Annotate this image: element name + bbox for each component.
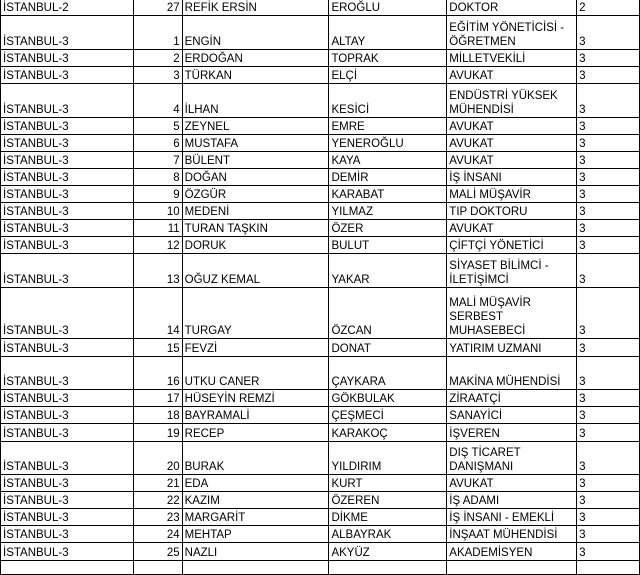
district-cell: İSTANBUL-3 bbox=[1, 525, 134, 542]
district-cell: İSTANBUL-3 bbox=[1, 474, 134, 491]
table-row bbox=[1, 525, 640, 542]
district-cell: İSTANBUL-3 bbox=[1, 117, 134, 134]
candidate-number-cell bbox=[133, 560, 182, 574]
district-no-cell: 3 bbox=[577, 406, 640, 423]
first-name-cell: MEHTAP bbox=[182, 525, 329, 542]
profession-cell: İŞVEREN bbox=[447, 423, 577, 441]
first-name-cell: İLHAN bbox=[182, 83, 329, 117]
profession-cell: DOKTOR bbox=[447, 0, 577, 15]
profession-cell: MİLLETVEKİLİ bbox=[447, 49, 577, 66]
candidate-number-cell: 8 bbox=[133, 168, 182, 185]
candidate-number-cell: 5 bbox=[133, 117, 182, 134]
district-cell: İSTANBUL-3 bbox=[1, 185, 134, 202]
table-row bbox=[1, 168, 640, 185]
candidate-number-cell: 6 bbox=[133, 134, 182, 151]
last-name-cell: YILDIRIM bbox=[329, 441, 447, 474]
profession-cell: AVUKAT bbox=[447, 219, 577, 236]
profession-cell: TIP DOKTORU bbox=[447, 202, 577, 219]
district-no-cell: 3 bbox=[577, 151, 640, 168]
last-name-cell: ELÇİ bbox=[329, 66, 447, 83]
candidate-number-cell: 22 bbox=[133, 491, 182, 508]
district-cell: İSTANBUL-3 bbox=[1, 406, 134, 423]
district-cell: İSTANBUL-2 bbox=[1, 0, 134, 15]
table-row bbox=[1, 49, 640, 66]
last-name-cell: TOPRAK bbox=[329, 49, 447, 66]
district-cell: İSTANBUL-3 bbox=[1, 15, 134, 49]
table-row bbox=[1, 219, 640, 236]
district-cell: İSTANBUL-3 bbox=[1, 253, 134, 287]
district-no-cell: 3 bbox=[577, 202, 640, 219]
last-name-cell: YILMAZ bbox=[329, 202, 447, 219]
district-no-cell: 2 bbox=[577, 0, 640, 15]
district-no-cell: 3 bbox=[577, 389, 640, 406]
candidate-number-cell: 21 bbox=[133, 474, 182, 491]
profession-cell: İŞ İNSANI - EMEKLİ bbox=[447, 508, 577, 525]
last-name-cell: ÇAYKARA bbox=[329, 356, 447, 389]
first-name-cell: ENGİN bbox=[182, 15, 329, 49]
district-cell: İSTANBUL-3 bbox=[1, 287, 134, 338]
last-name-cell: DİKME bbox=[329, 508, 447, 525]
district-cell: İSTANBUL-3 bbox=[1, 491, 134, 508]
first-name-cell: BURAK bbox=[182, 441, 329, 474]
table-row bbox=[1, 338, 640, 356]
profession-cell: EĞİTİM YÖNETİCİSİ - ÖĞRETMEN bbox=[447, 15, 577, 49]
district-no-cell: 3 bbox=[577, 525, 640, 542]
last-name-cell: DONAT bbox=[329, 338, 447, 356]
last-name-cell: BULUT bbox=[329, 236, 447, 253]
table-row bbox=[1, 542, 640, 560]
district-cell: İSTANBUL-3 bbox=[1, 542, 134, 560]
last-name-cell: DEMİR bbox=[329, 168, 447, 185]
profession-cell: AKADEMİSYEN bbox=[447, 542, 577, 560]
profession-cell: SANAYİCİ bbox=[447, 406, 577, 423]
district-no-cell: 3 bbox=[577, 253, 640, 287]
district-cell: İSTANBUL-3 bbox=[1, 168, 134, 185]
profession-cell: MALİ MÜŞAVİR SERBEST MUHASEBECİ bbox=[447, 287, 577, 338]
profession-cell: YATIRIM UZMANI bbox=[447, 338, 577, 356]
district-no-cell: 3 bbox=[577, 83, 640, 117]
district-cell: İSTANBUL-3 bbox=[1, 441, 134, 474]
last-name-cell: EMRE bbox=[329, 117, 447, 134]
table-row bbox=[1, 151, 640, 168]
table-row bbox=[1, 491, 640, 508]
profession-cell: ÇİFTÇİ YÖNETİCİ bbox=[447, 236, 577, 253]
table-row bbox=[1, 508, 640, 525]
first-name-cell: RECEP bbox=[182, 423, 329, 441]
table-row bbox=[1, 66, 640, 83]
table-row bbox=[1, 202, 640, 219]
first-name-cell: OĞUZ KEMAL bbox=[182, 253, 329, 287]
district-cell bbox=[1, 560, 134, 574]
candidate-number-cell: 19 bbox=[133, 423, 182, 441]
candidate-number-cell: 23 bbox=[133, 508, 182, 525]
last-name-cell: ÖZCAN bbox=[329, 287, 447, 338]
district-cell: İSTANBUL-3 bbox=[1, 508, 134, 525]
candidate-number-cell: 14 bbox=[133, 287, 182, 338]
table-row bbox=[1, 560, 640, 574]
first-name-cell: TURGAY bbox=[182, 287, 329, 338]
table-row bbox=[1, 474, 640, 491]
first-name-cell: BÜLENT bbox=[182, 151, 329, 168]
candidate-number-cell: 9 bbox=[133, 185, 182, 202]
last-name-cell: GÖKBULAK bbox=[329, 389, 447, 406]
first-name-cell: ERDOĞAN bbox=[182, 49, 329, 66]
profession-cell: AVUKAT bbox=[447, 117, 577, 134]
profession-cell: AVUKAT bbox=[447, 134, 577, 151]
last-name-cell: ÖZER bbox=[329, 219, 447, 236]
district-cell: İSTANBUL-3 bbox=[1, 134, 134, 151]
last-name-cell: KARAKOÇ bbox=[329, 423, 447, 441]
last-name-cell: ALTAY bbox=[329, 15, 447, 49]
district-cell: İSTANBUL-3 bbox=[1, 389, 134, 406]
first-name-cell: FEVZİ bbox=[182, 338, 329, 356]
last-name-cell: KESİCİ bbox=[329, 83, 447, 117]
candidate-number-cell: 3 bbox=[133, 66, 182, 83]
profession-cell: DIŞ TİCARET DANIŞMANI bbox=[447, 441, 577, 474]
district-no-cell: 3 bbox=[577, 474, 640, 491]
district-no-cell: 3 bbox=[577, 15, 640, 49]
candidate-number-cell: 17 bbox=[133, 389, 182, 406]
table-row bbox=[1, 236, 640, 253]
candidate-number-cell: 11 bbox=[133, 219, 182, 236]
candidate-number-cell: 1 bbox=[133, 15, 182, 49]
candidate-number-cell: 15 bbox=[133, 338, 182, 356]
district-no-cell bbox=[577, 560, 640, 574]
district-no-cell: 3 bbox=[577, 168, 640, 185]
table-row bbox=[1, 406, 640, 423]
first-name-cell: HÜSEYİN REMZİ bbox=[182, 389, 329, 406]
first-name-cell: NAZLI bbox=[182, 542, 329, 560]
candidate-number-cell: 18 bbox=[133, 406, 182, 423]
district-cell: İSTANBUL-3 bbox=[1, 202, 134, 219]
district-cell: İSTANBUL-3 bbox=[1, 66, 134, 83]
candidate-number-cell: 25 bbox=[133, 542, 182, 560]
candidate-number-cell: 20 bbox=[133, 441, 182, 474]
profession-cell: İŞ ADAMI bbox=[447, 491, 577, 508]
table-row bbox=[1, 389, 640, 406]
profession-cell: İNŞAAT MÜHENDİSİ bbox=[447, 525, 577, 542]
candidate-number-cell: 7 bbox=[133, 151, 182, 168]
district-cell: İSTANBUL-3 bbox=[1, 236, 134, 253]
table-row bbox=[1, 83, 640, 117]
candidate-number-cell: 24 bbox=[133, 525, 182, 542]
table-body bbox=[1, 0, 640, 574]
table-row bbox=[1, 117, 640, 134]
table-row bbox=[1, 0, 640, 15]
first-name-cell: EDA bbox=[182, 474, 329, 491]
candidate-number-cell: 16 bbox=[133, 356, 182, 389]
first-name-cell: MEDENİ bbox=[182, 202, 329, 219]
last-name-cell bbox=[329, 560, 447, 574]
last-name-cell: AKYÜZ bbox=[329, 542, 447, 560]
profession-cell: İŞ İNSANI bbox=[447, 168, 577, 185]
first-name-cell: REFİK ERSİN bbox=[182, 0, 329, 15]
table-row bbox=[1, 15, 640, 49]
profession-cell: ZİRAATÇİ bbox=[447, 389, 577, 406]
first-name-cell: TÜRKAN bbox=[182, 66, 329, 83]
last-name-cell: ÖZEREN bbox=[329, 491, 447, 508]
first-name-cell: DOĞAN bbox=[182, 168, 329, 185]
candidate-number-cell: 4 bbox=[133, 83, 182, 117]
last-name-cell: KARABAT bbox=[329, 185, 447, 202]
last-name-cell: YENEROĞLU bbox=[329, 134, 447, 151]
candidate-number-cell: 12 bbox=[133, 236, 182, 253]
district-cell: İSTANBUL-3 bbox=[1, 338, 134, 356]
last-name-cell: KURT bbox=[329, 474, 447, 491]
profession-cell bbox=[447, 560, 577, 574]
district-no-cell: 3 bbox=[577, 219, 640, 236]
table-row bbox=[1, 356, 640, 389]
district-no-cell: 3 bbox=[577, 542, 640, 560]
district-no-cell: 3 bbox=[577, 66, 640, 83]
table-row bbox=[1, 441, 640, 474]
last-name-cell: KAYA bbox=[329, 151, 447, 168]
last-name-cell: EROĞLU bbox=[329, 0, 447, 15]
district-cell: İSTANBUL-3 bbox=[1, 151, 134, 168]
district-no-cell: 3 bbox=[577, 356, 640, 389]
district-no-cell: 3 bbox=[577, 338, 640, 356]
first-name-cell: MARGARİT bbox=[182, 508, 329, 525]
table-row bbox=[1, 423, 640, 441]
first-name-cell bbox=[182, 560, 329, 574]
district-no-cell: 3 bbox=[577, 491, 640, 508]
profession-cell: ENDÜSTRİ YÜKSEK MÜHENDİSİ bbox=[447, 83, 577, 117]
table-row bbox=[1, 253, 640, 287]
district-cell: İSTANBUL-3 bbox=[1, 423, 134, 441]
first-name-cell: BAYRAMALİ bbox=[182, 406, 329, 423]
district-no-cell: 3 bbox=[577, 287, 640, 338]
district-no-cell: 3 bbox=[577, 185, 640, 202]
district-no-cell: 3 bbox=[577, 508, 640, 525]
last-name-cell: ÇEŞMECİ bbox=[329, 406, 447, 423]
first-name-cell: TURAN TAŞKIN bbox=[182, 219, 329, 236]
last-name-cell: YAKAR bbox=[329, 253, 447, 287]
candidate-number-cell: 2 bbox=[133, 49, 182, 66]
first-name-cell: DORUK bbox=[182, 236, 329, 253]
first-name-cell: ZEYNEL bbox=[182, 117, 329, 134]
table-row bbox=[1, 287, 640, 338]
candidate-number-cell: 27 bbox=[133, 0, 182, 15]
table-row bbox=[1, 185, 640, 202]
profession-cell: MALİ MÜŞAVİR bbox=[447, 185, 577, 202]
district-no-cell: 3 bbox=[577, 49, 640, 66]
first-name-cell: UTKU CANER bbox=[182, 356, 329, 389]
district-no-cell: 3 bbox=[577, 117, 640, 134]
district-cell: İSTANBUL-3 bbox=[1, 49, 134, 66]
first-name-cell: KAZIM bbox=[182, 491, 329, 508]
profession-cell: MAKİNA MÜHENDİSİ bbox=[447, 356, 577, 389]
profession-cell: AVUKAT bbox=[447, 151, 577, 168]
district-cell: İSTANBUL-3 bbox=[1, 356, 134, 389]
district-cell: İSTANBUL-3 bbox=[1, 83, 134, 117]
first-name-cell: ÖZGÜR bbox=[182, 185, 329, 202]
district-no-cell: 3 bbox=[577, 134, 640, 151]
candidate-number-cell: 10 bbox=[133, 202, 182, 219]
candidate-number-cell: 13 bbox=[133, 253, 182, 287]
last-name-cell: ALBAYRAK bbox=[329, 525, 447, 542]
district-cell: İSTANBUL-3 bbox=[1, 219, 134, 236]
profession-cell: AVUKAT bbox=[447, 66, 577, 83]
profession-cell: AVUKAT bbox=[447, 474, 577, 491]
profession-cell: SİYASET BİLİMCİ - İLETİŞİMCİ bbox=[447, 253, 577, 287]
district-no-cell: 3 bbox=[577, 236, 640, 253]
district-no-cell: 3 bbox=[577, 441, 640, 474]
district-no-cell: 3 bbox=[577, 423, 640, 441]
table-row bbox=[1, 134, 640, 151]
first-name-cell: MUSTAFA bbox=[182, 134, 329, 151]
